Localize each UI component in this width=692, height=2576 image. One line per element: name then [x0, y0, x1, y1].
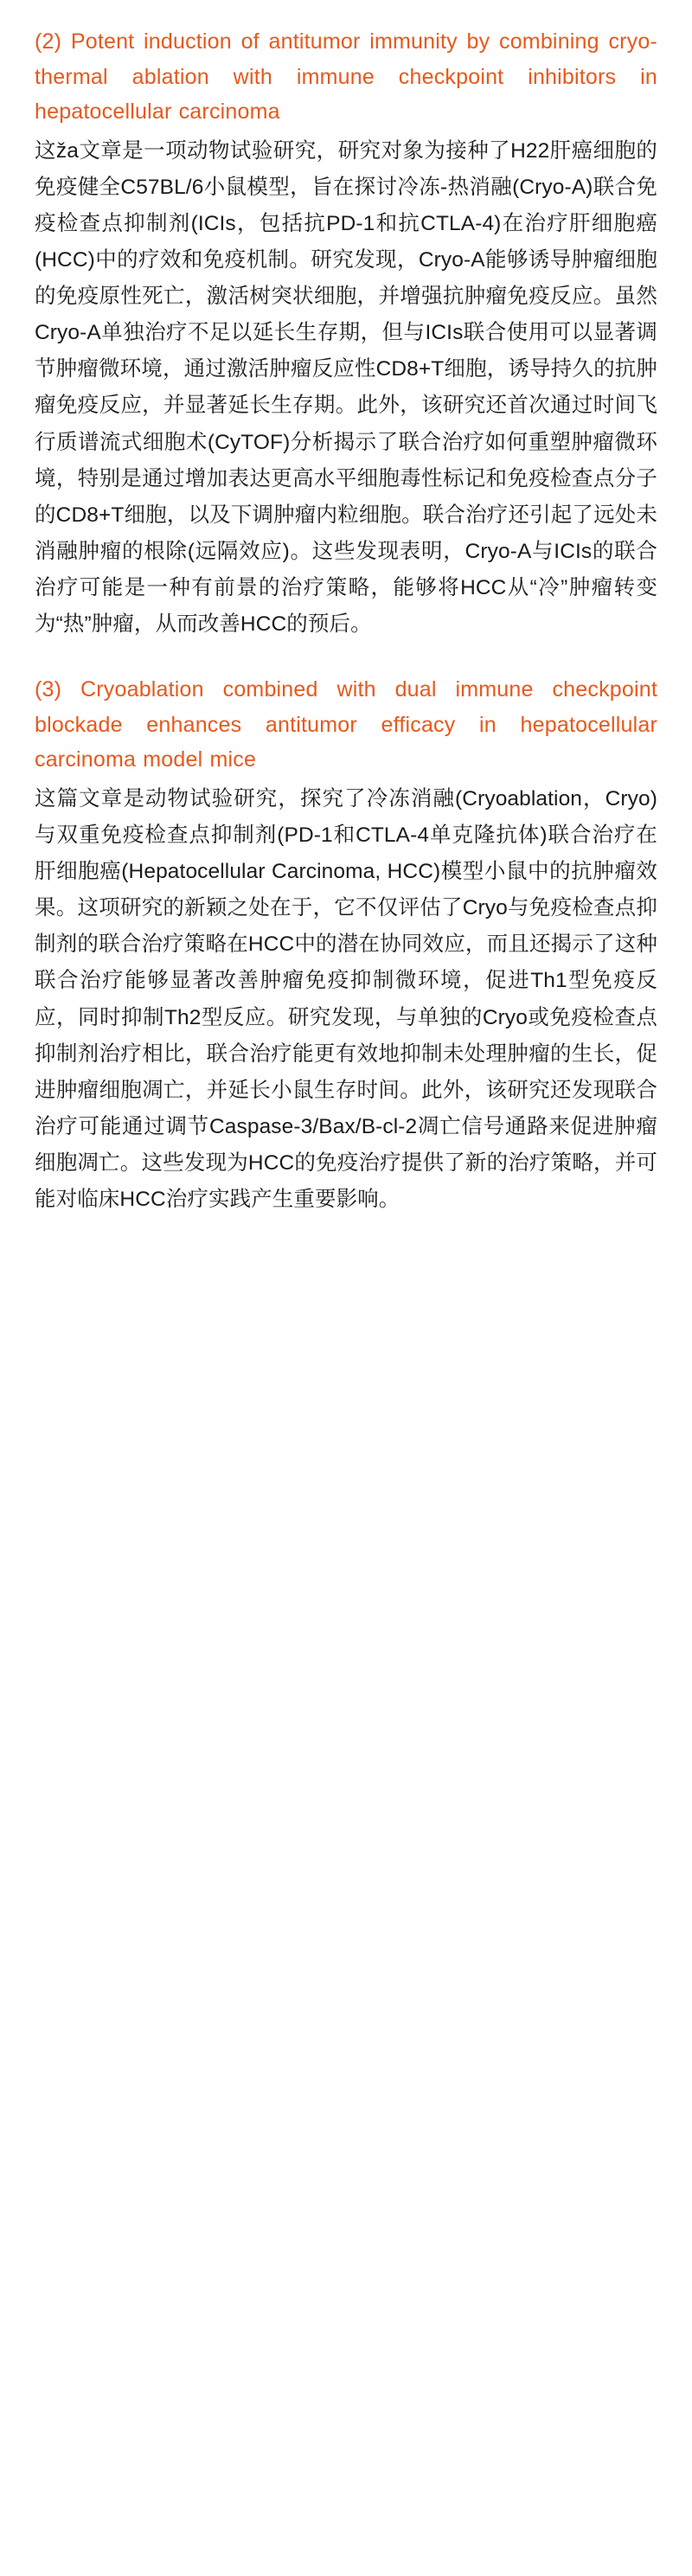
section-heading: (2) Potent induction of antitumor immunity by combining cryo-thermal ablation with immune checkpoint inhibitors in hepatocellular carcinoma — [35, 29, 657, 124]
document-page — [0, 0, 692, 1261]
section-body: 这ža文章是一项动物试验研究，研究对象为接种了H22肝癌细胞的免疫健全C57BL/6小鼠模型，旨在探讨冷冻-热消融(Cryo-A)联合免疫检查点抑制剂(ICIs，包括抗PD-1和抗CTLA-4)在治疗肝细胞癌(HCC)中的疗效和免疫机制。研究发现，Cryo-A能够诱导肿瘤细胞的免疫原性死亡，激活树突状细胞，并增强抗肿瘤免疫反应。虽然Cryo-A单独治疗不足以延长生存期，但与ICIs联合使用可以显著调节肿瘤微环境，通过激活肿瘤反应性CD8+T细胞，诱导持久的抗肿瘤免疫反应，并显著延长生存期。此外，该研究还首次通过时间飞行质谱流式细胞术(CyTOF)分析揭示了联合治疗如何重塑肿瘤微环境，特别是通过增加表达更高水平细胞毒性标记和免疫检查点分子的CD8+T细胞，以及下调肿瘤内粒细胞。联合治疗还引起了远处未消融肿瘤的根除(远隔效应)。这些发现表明，Cryo-A与ICIs的联合治疗可能是一种有前景的治疗策略，能够将HCC从“冷”肿瘤转变为“热”肿瘤，从而改善HCC的预后。 — [35, 138, 657, 637]
section-body: 这篇文章是动物试验研究，探究了冷冻消融(Cryoablation，Cryo)与双重免疫检查点抑制剂(PD-1和CTLA-4单克隆抗体)联合治疗在肝细胞癌(Hepatocellular Carcinoma, HCC)模型小鼠中的抗肿瘤效果。这项研究的新颖之处在于，它不仅评估了Cryo与免疫检查点抑制剂的联合治疗策略在HCC中的潜在协同效应，而且还揭示了这种联合治疗能够显著改善肿瘤免疫抑制微环境，促进Th1型免疫反应，同时抑制Th2型反应。研究发现，与单独的Cryo或免疫检查点抑制剂治疗相比，联合治疗能更有效地抑制未处理肿瘤的生长，促进肿瘤细胞凋亡，并延长小鼠生存时间。此外，该研究还发现联合治疗可能通过调节Caspase-3/Bax/B-cl-2凋亡信号通路来促进肿瘤细胞凋亡。这些发现为HCC的免疫治疗提供了新的治疗策略，并可能对临床HCC治疗实践产生重要影响。 — [35, 786, 657, 1212]
document-section-2 — [35, 24, 657, 643]
section-heading: (3) Cryoablation combined with dual immune checkpoint blockade enhances antitumor efficacy in hepatocellular carcinoma model mice — [35, 677, 657, 772]
document-section-3 — [35, 672, 657, 1218]
